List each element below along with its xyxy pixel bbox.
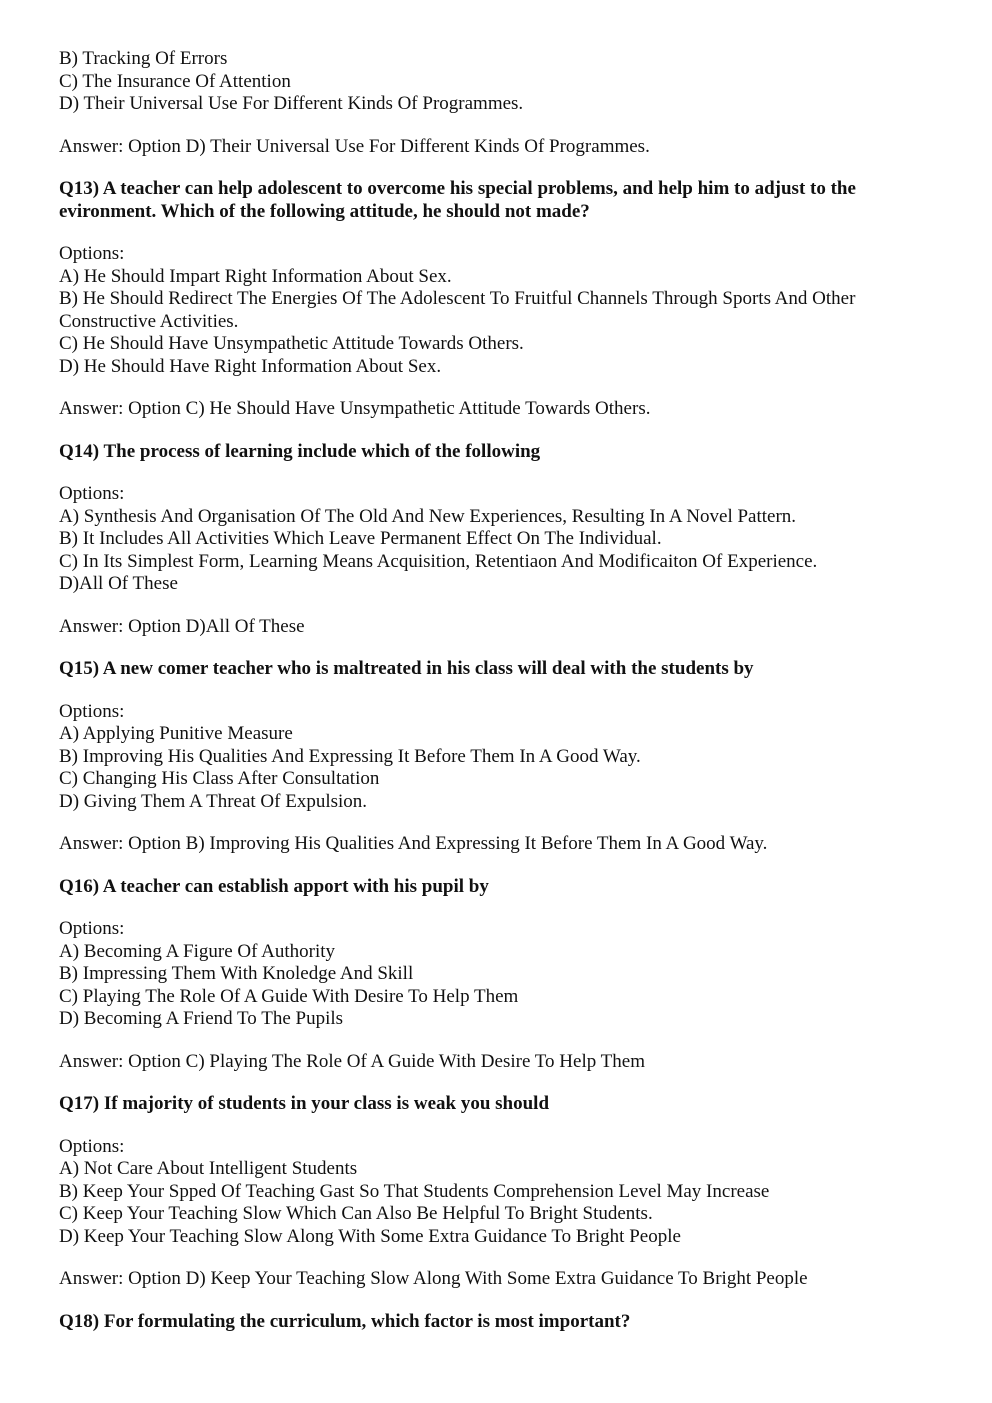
- option-b: B) Improving His Qualities And Expressing It Before Them In A Good Way.: [59, 745, 641, 767]
- option-a: A) Synthesis And Organisation Of The Old And New Experiences, Resulting In A Novel Pattern.: [59, 505, 797, 527]
- options-label: Options:: [59, 918, 125, 939]
- option-a: A) Applying Punitive Measure: [59, 723, 293, 744]
- answer: Answer: Option B) Improving His Qualities And Expressing It Before Them In A Good Way.: [59, 833, 768, 854]
- options-label: Options:: [59, 1135, 125, 1157]
- option-c: C) In Its Simplest Form, Learning Means Acquisition, Retentiaon And Modificaiton Of Experience.: [59, 550, 818, 572]
- option-d: D) Giving Them A Threat Of Expulsion.: [59, 790, 368, 812]
- option-d: D) He Should Have Right Information About Sex.: [59, 355, 442, 377]
- question-text: Q14) The process of learning include which of the following: [59, 440, 541, 462]
- option-c: C) Keep Your Teaching Slow Which Can Also Be Helpful To Bright Students.: [59, 1203, 653, 1224]
- option-c: C) Playing The Role Of A Guide With Desire To Help Them: [59, 985, 519, 1007]
- answer: Answer: Option D)All Of These: [59, 615, 305, 637]
- answer: Answer: Option C) He Should Have Unsympathetic Attitude Towards Others.: [59, 398, 651, 419]
- question-block-q15: [59, 658, 939, 856]
- options-label: Options:: [59, 700, 125, 722]
- question-text: Q18) For formulating the curriculum, which factor is most important?: [59, 1310, 631, 1332]
- answer: Answer: Option D) Keep Your Teaching Slow Along With Some Extra Guidance To Bright People: [59, 1268, 808, 1289]
- option-b: B) Keep Your Spped Of Teaching Gast So That Students Comprehension Level May Increase: [59, 1180, 770, 1202]
- option-c: C) The Insurance Of Attention: [59, 70, 291, 92]
- option-d: D) Keep Your Teaching Slow Along With Some Extra Guidance To Bright People: [59, 1225, 681, 1247]
- options-label: Options:: [59, 243, 125, 264]
- q12-continuation: [59, 48, 939, 158]
- option-b: B) It Includes All Activities Which Leave Permanent Effect On The Individual.: [59, 528, 662, 549]
- option-d: D)All Of These: [59, 573, 178, 594]
- option-b: B) Impressing Them With Knoledge And Skill: [59, 963, 414, 984]
- option-b: B) He Should Redirect The Energies Of The Adolescent To Fruitful Channels Through Sports And Other Constructive Activities.: [59, 288, 856, 332]
- option-a: A) Becoming A Figure Of Authority: [59, 940, 336, 962]
- question-text: Q17) If majority of students in your class is weak you should: [59, 1093, 550, 1114]
- question-text: Q13) A teacher can help adolescent to overcome his special problems, and help him to adjust to the evironment. Which of the following attitude, he should not made?: [59, 178, 856, 222]
- option-b: B) Tracking Of Errors: [59, 48, 228, 69]
- option-a: A) He Should Impart Right Information About Sex.: [59, 265, 452, 287]
- document-page: [59, 48, 939, 1333]
- options-label: Options:: [59, 483, 125, 504]
- question-block-q14: [59, 441, 939, 639]
- question-block-q18: [59, 1311, 939, 1334]
- question-text: Q16) A teacher can establish apport with his pupil by: [59, 875, 489, 897]
- option-d: D) Becoming A Friend To The Pupils: [59, 1008, 344, 1029]
- question-block-q13: [59, 178, 939, 421]
- question-block-q17: [59, 1093, 939, 1291]
- question-block-q16: [59, 876, 939, 1074]
- option-d: D) Their Universal Use For Different Kinds Of Programmes.: [59, 93, 524, 114]
- option-c: C) He Should Have Unsympathetic Attitude Towards Others.: [59, 333, 524, 354]
- option-a: A) Not Care About Intelligent Students: [59, 1158, 358, 1179]
- answer: Answer: Option C) Playing The Role Of A Guide With Desire To Help Them: [59, 1050, 645, 1072]
- question-text: Q15) A new comer teacher who is maltreated in his class will deal with the students by: [59, 658, 754, 679]
- answer: Answer: Option D) Their Universal Use For Different Kinds Of Programmes.: [59, 135, 650, 157]
- option-c: C) Changing His Class After Consultation: [59, 768, 380, 789]
